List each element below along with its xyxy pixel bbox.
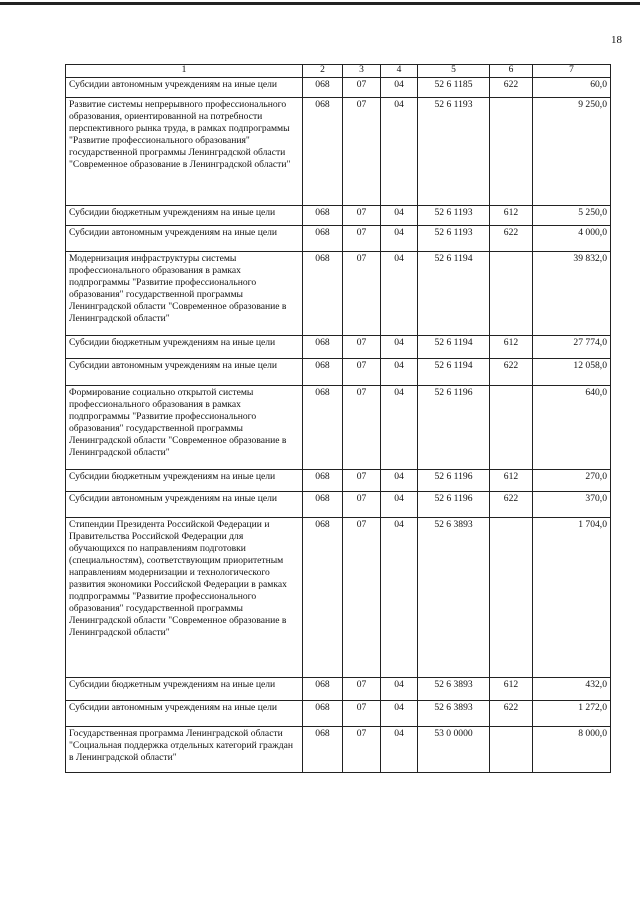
row-name-cell: Субсидии автономным учреждениям на иные цели xyxy=(66,358,303,385)
row-name-cell: Субсидии автономным учреждениям на иные цели xyxy=(66,225,303,251)
row-pr-cell: 04 xyxy=(381,97,418,205)
row-name-cell: Субсидии бюджетным учреждениям на иные цели xyxy=(66,205,303,225)
table-row xyxy=(66,358,611,385)
row-sum-cell: 8 000,0 xyxy=(533,726,611,772)
row-ved-cell: 068 xyxy=(303,335,343,358)
table-row xyxy=(66,385,611,469)
row-sum-cell: 60,0 xyxy=(533,77,611,97)
header-col-5: 5 xyxy=(418,65,490,78)
table-row xyxy=(66,700,611,726)
row-rz-cell: 07 xyxy=(343,469,381,491)
row-csr-cell: 52 6 1193 xyxy=(418,205,490,225)
row-ved-cell: 068 xyxy=(303,726,343,772)
row-vr-cell: 622 xyxy=(490,491,533,517)
row-csr-cell: 52 6 1196 xyxy=(418,385,490,469)
header-col-4: 4 xyxy=(381,65,418,78)
row-vr-cell: 622 xyxy=(490,225,533,251)
row-csr-cell: 52 6 1196 xyxy=(418,491,490,517)
row-pr-cell: 04 xyxy=(381,205,418,225)
row-sum-cell: 1 272,0 xyxy=(533,700,611,726)
row-rz-cell: 07 xyxy=(343,77,381,97)
row-vr-cell: 612 xyxy=(490,205,533,225)
row-vr-cell xyxy=(490,251,533,335)
row-sum-cell: 270,0 xyxy=(533,469,611,491)
row-pr-cell: 04 xyxy=(381,77,418,97)
row-ved-cell: 068 xyxy=(303,385,343,469)
table-row xyxy=(66,225,611,251)
row-csr-cell: 52 6 1194 xyxy=(418,358,490,385)
row-name-cell: Субсидии автономным учреждениям на иные цели xyxy=(66,700,303,726)
header-col-1: 1 xyxy=(66,65,303,78)
row-name-cell: Субсидии автономным учреждениям на иные цели xyxy=(66,77,303,97)
row-csr-cell: 53 0 0000 xyxy=(418,726,490,772)
table-body xyxy=(66,77,611,772)
row-name-cell: Формирование социально открытой системы профессионального образования в рамках подпрограммы "Развитие профессионального образования" государственной программы Ленинградской области "Современное образование в Ленинградской области" xyxy=(66,385,303,469)
budget-table xyxy=(65,64,611,773)
row-pr-cell: 04 xyxy=(381,335,418,358)
row-vr-cell: 622 xyxy=(490,77,533,97)
row-pr-cell: 04 xyxy=(381,225,418,251)
row-csr-cell: 52 6 1193 xyxy=(418,225,490,251)
header-col-2: 2 xyxy=(303,65,343,78)
row-vr-cell xyxy=(490,385,533,469)
row-ved-cell: 068 xyxy=(303,358,343,385)
row-sum-cell: 432,0 xyxy=(533,677,611,700)
row-ved-cell: 068 xyxy=(303,469,343,491)
row-pr-cell: 04 xyxy=(381,726,418,772)
table-row xyxy=(66,251,611,335)
row-rz-cell: 07 xyxy=(343,700,381,726)
header-col-3: 3 xyxy=(343,65,381,78)
row-rz-cell: 07 xyxy=(343,335,381,358)
row-ved-cell: 068 xyxy=(303,677,343,700)
row-vr-cell: 612 xyxy=(490,677,533,700)
row-sum-cell: 370,0 xyxy=(533,491,611,517)
row-rz-cell: 07 xyxy=(343,385,381,469)
row-vr-cell xyxy=(490,726,533,772)
row-csr-cell: 52 6 3893 xyxy=(418,677,490,700)
row-sum-cell: 640,0 xyxy=(533,385,611,469)
row-ved-cell: 068 xyxy=(303,77,343,97)
row-ved-cell: 068 xyxy=(303,97,343,205)
table-row xyxy=(66,205,611,225)
table-row xyxy=(66,97,611,205)
row-pr-cell: 04 xyxy=(381,677,418,700)
row-ved-cell: 068 xyxy=(303,225,343,251)
row-pr-cell: 04 xyxy=(381,517,418,677)
row-csr-cell: 52 6 1196 xyxy=(418,469,490,491)
row-vr-cell: 612 xyxy=(490,469,533,491)
table-row xyxy=(66,677,611,700)
row-sum-cell: 39 832,0 xyxy=(533,251,611,335)
row-pr-cell: 04 xyxy=(381,469,418,491)
row-vr-cell xyxy=(490,97,533,205)
row-sum-cell: 12 058,0 xyxy=(533,358,611,385)
row-ved-cell: 068 xyxy=(303,517,343,677)
row-csr-cell: 52 6 1193 xyxy=(418,97,490,205)
row-ved-cell: 068 xyxy=(303,491,343,517)
table-row xyxy=(66,469,611,491)
row-rz-cell: 07 xyxy=(343,97,381,205)
row-name-cell: Субсидии бюджетным учреждениям на иные цели xyxy=(66,469,303,491)
row-vr-cell: 612 xyxy=(490,335,533,358)
row-pr-cell: 04 xyxy=(381,358,418,385)
row-name-cell: Государственная программа Ленинградской области "Социальная поддержка отдельных категорий граждан в Ленинградской области" xyxy=(66,726,303,772)
row-rz-cell: 07 xyxy=(343,677,381,700)
table-row xyxy=(66,517,611,677)
row-sum-cell: 4 000,0 xyxy=(533,225,611,251)
row-csr-cell: 52 6 1185 xyxy=(418,77,490,97)
row-rz-cell: 07 xyxy=(343,491,381,517)
row-name-cell: Субсидии бюджетным учреждениям на иные цели xyxy=(66,677,303,700)
row-ved-cell: 068 xyxy=(303,251,343,335)
row-csr-cell: 52 6 3893 xyxy=(418,700,490,726)
table-row xyxy=(66,491,611,517)
row-csr-cell: 52 6 3893 xyxy=(418,517,490,677)
row-rz-cell: 07 xyxy=(343,225,381,251)
row-sum-cell: 5 250,0 xyxy=(533,205,611,225)
table-row xyxy=(66,335,611,358)
row-rz-cell: 07 xyxy=(343,358,381,385)
row-name-cell: Стипендии Президента Российской Федерации и Правительства Российской Федерации для обучающихся по направлениям подготовки (специальностям), соответствующим приоритетным направлениям модернизации и технологического развития экономики Российской Федерации в рамках подпрограммы "Развитие профессионального образования" государственной программы Ленинградской области "Современное образование в Ленинградской области" xyxy=(66,517,303,677)
row-vr-cell: 622 xyxy=(490,700,533,726)
table-row xyxy=(66,77,611,97)
row-name-cell: Субсидии автономным учреждениям на иные цели xyxy=(66,491,303,517)
row-pr-cell: 04 xyxy=(381,700,418,726)
row-sum-cell: 9 250,0 xyxy=(533,97,611,205)
row-pr-cell: 04 xyxy=(381,491,418,517)
row-csr-cell: 52 6 1194 xyxy=(418,335,490,358)
row-vr-cell: 622 xyxy=(490,358,533,385)
row-sum-cell: 1 704,0 xyxy=(533,517,611,677)
header-col-6: 6 xyxy=(490,65,533,78)
row-ved-cell: 068 xyxy=(303,205,343,225)
table-row xyxy=(66,726,611,772)
row-csr-cell: 52 6 1194 xyxy=(418,251,490,335)
top-scan-edge xyxy=(0,2,640,5)
row-rz-cell: 07 xyxy=(343,517,381,677)
row-vr-cell xyxy=(490,517,533,677)
header-col-7: 7 xyxy=(533,65,611,78)
row-name-cell: Модернизация инфраструктуры системы профессионального образования в рамках подпрограммы "Развитие профессионального образования" государственной программы Ленинградской области "Современное образование в Ленинградской области" xyxy=(66,251,303,335)
row-pr-cell: 04 xyxy=(381,251,418,335)
row-name-cell: Развитие системы непрерывного профессионального образования, ориентированной на потребности перспективного рынка труда, в рамках подпрограммы "Развитие профессионального образования" государственной программы Ленинградской области "Современное образование в Ленинградской области" xyxy=(66,97,303,205)
page-number: 18 xyxy=(611,34,622,46)
row-pr-cell: 04 xyxy=(381,385,418,469)
header-row xyxy=(66,65,611,78)
row-ved-cell: 068 xyxy=(303,700,343,726)
row-rz-cell: 07 xyxy=(343,726,381,772)
row-rz-cell: 07 xyxy=(343,251,381,335)
row-name-cell: Субсидии бюджетным учреждениям на иные цели xyxy=(66,335,303,358)
row-rz-cell: 07 xyxy=(343,205,381,225)
row-sum-cell: 27 774,0 xyxy=(533,335,611,358)
